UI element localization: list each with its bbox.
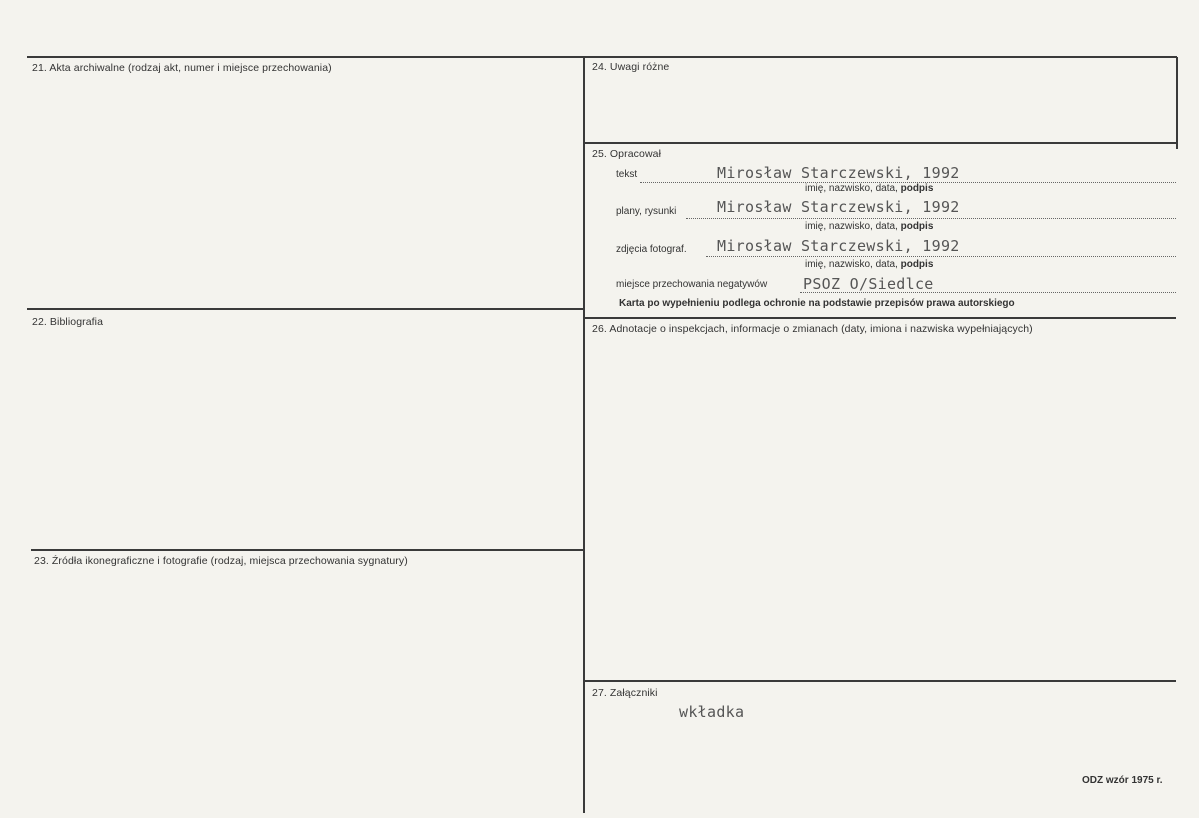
right-divider — [1176, 57, 1178, 149]
row-tekst-value: Mirosław Starczewski, 1992 — [717, 164, 960, 182]
hint-text: imię, nazwisko, data, — [805, 221, 901, 232]
section-27-label: 27. Załączniki — [592, 687, 658, 699]
hint-bold: podpis — [900, 183, 934, 194]
row-plany-line — [686, 218, 1176, 219]
section-26-label: 26. Adnotacje o inspekcjach, informacje o zmianach (daty, imiona i nazwiska wypełniających) — [592, 323, 1033, 335]
row-tekst-hint — [805, 183, 933, 194]
hint-bold: podpis — [900, 221, 934, 232]
section-23-label: 23. Źródła ikonegraficzne i fotografie (rodzaj, miejsca przechowania sygnatury) — [34, 555, 408, 567]
row-plany-hint — [805, 221, 933, 232]
hint-text: imię, nazwisko, data, — [805, 259, 901, 270]
negatives-value: PSOZ O/Siedlce — [803, 275, 934, 293]
copyright-note: Karta po wypełnieniu podlega ochronie na podstawie przepisów prawa autorskiego — [619, 298, 1015, 309]
rule-22-23 — [31, 549, 583, 551]
hint-bold: podpis — [900, 259, 934, 270]
row-plany-label: plany, rysunki — [616, 206, 677, 217]
section-24-label: 24. Uwagi różne — [592, 61, 670, 73]
row-plany-value: Mirosław Starczewski, 1992 — [717, 198, 960, 216]
section-22-label: 22. Bibliografia — [32, 316, 104, 328]
negatives-label: miejsce przechowania negatywów — [616, 279, 768, 290]
hint-text: imię, nazwisko, data, — [805, 183, 901, 194]
top-rule — [27, 56, 1177, 58]
center-divider — [583, 57, 585, 813]
section-21-label: 21. Akta archiwalne (rodzaj akt, numer i miejsce przechowania) — [32, 62, 332, 74]
row-zdjecia-value: Mirosław Starczewski, 1992 — [717, 237, 960, 255]
form-id: ODZ wzór 1975 r. — [1082, 775, 1163, 786]
row-tekst-label: tekst — [616, 169, 638, 180]
rule-21-22 — [27, 308, 583, 310]
section-25-label: 25. Opracował — [592, 148, 662, 160]
rule-26-27 — [585, 680, 1176, 682]
rule-24-25 — [585, 142, 1176, 144]
row-zdjecia-line — [706, 256, 1176, 257]
rule-25-26 — [585, 317, 1176, 319]
row-zdjecia-label: zdjęcia fotograf. — [616, 244, 687, 255]
attachments-value: wkładka — [679, 703, 745, 721]
row-zdjecia-hint — [805, 259, 933, 270]
